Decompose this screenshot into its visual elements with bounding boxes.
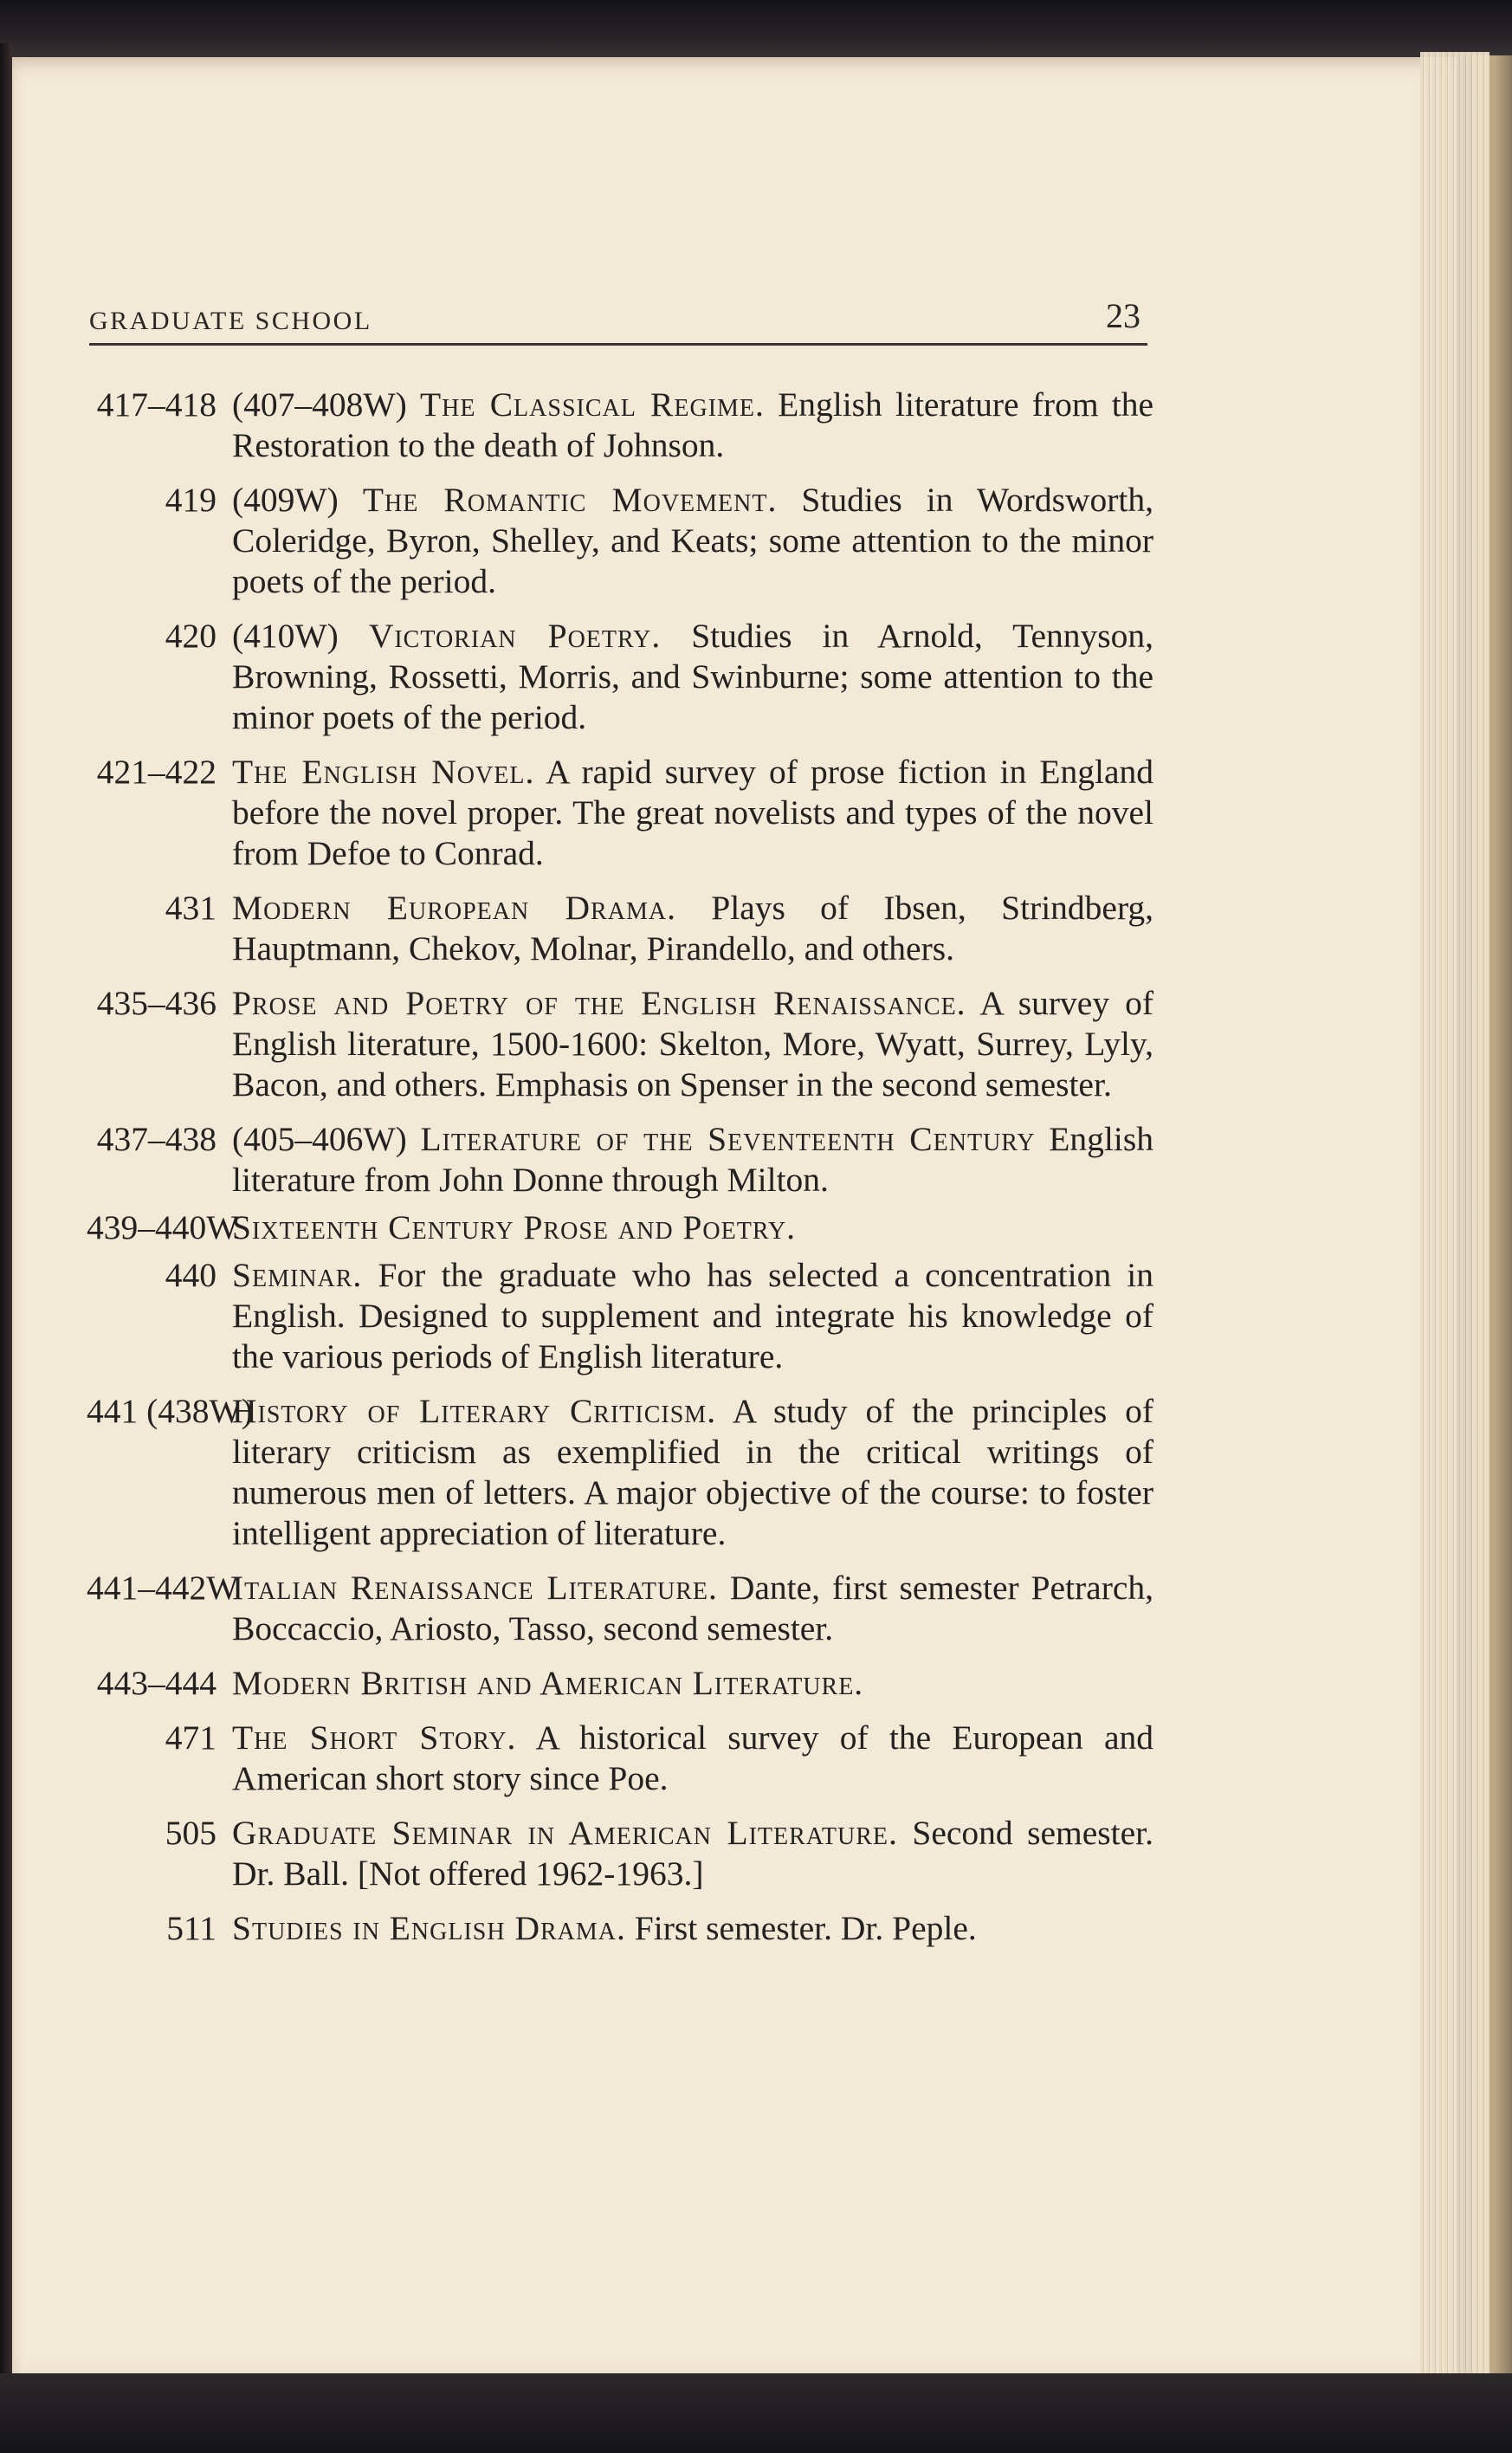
book-cover-top [0,0,1512,61]
course-body [232,1568,1153,1649]
section-title: GRADUATE SCHOOL [89,307,372,335]
course-title: History of Literary Criticism. [232,1392,717,1430]
course-title: The Romantic Movement. [362,481,778,519]
course-entry [87,1391,1153,1554]
course-body [232,1255,1153,1377]
course-title: The English Novel. [232,753,535,791]
course-body [232,1119,1153,1201]
course-body [232,1718,1153,1799]
running-header [89,288,1147,346]
course-description: Studies in Arnold, Tennyson, Browning, Rossetti, Morris, and Swinburne; some attention to the minor poets of the period. [232,617,1153,736]
course-body [232,888,1153,969]
course-number: 420 [165,617,216,655]
course-number: 443–444 [96,1664,216,1702]
course-description: Plays of Ibsen, Strindberg, Hauptmann, Chekov, Molnar, Pirandello, and others. [232,889,1154,968]
course-title: Modern European Drama. [232,889,676,927]
page-number: 23 [1106,296,1140,335]
course-body [232,1207,1153,1248]
course-title: Graduate Seminar in American Literature. [232,1814,898,1852]
course-entry [87,1718,1153,1799]
course-body [232,480,1153,602]
course-number: 505 [165,1814,216,1852]
course-description: First semester. Dr. Peple. [634,1909,977,1947]
course-number: 437–438 [96,1120,216,1158]
course-body [232,752,1153,874]
course-title: Literature of the Seventeenth Century [420,1120,1036,1158]
course-description: Studies in Wordsworth, Coleridge, Byron, Shelley, and Keats; some attention to the minor poets of the period. [232,481,1154,600]
course-title: The Classical Regime. [420,385,765,424]
course-entry [87,1119,1153,1201]
course-entry [87,1207,1153,1248]
course-number: 439–440W [87,1208,239,1246]
course-number: 431 [165,889,216,927]
course-body [232,1663,1153,1704]
course-number: 511 [166,1909,216,1947]
course-entry [87,1908,1153,1949]
course-entry [87,888,1153,969]
course-description: A survey of English literature, 1500-1600: Skelton, More, Wyatt, Surrey, Lyly, Bacon, and others. Emphasis on Spenser in the second semester. [232,984,1153,1104]
course-entry [87,752,1153,874]
course-title: Sixteenth Century Prose and Poetry. [232,1208,797,1246]
book-cover-bottom [0,2373,1512,2453]
course-description: A historical survey of the European and American short story since Poe. [232,1718,1153,1797]
course-number: 441 (438W) [87,1392,253,1430]
course-number: 419 [165,481,216,519]
course-entry [87,1813,1153,1894]
course-entry [87,983,1153,1105]
course-entry [87,480,1153,602]
course-body [232,983,1153,1105]
course-list [87,385,1153,1963]
course-description: English literature from the Restoration to the death of Johnson. [232,385,1153,464]
course-entry [87,1663,1153,1704]
page-edges [1420,52,1489,2382]
course-title: Seminar. [232,1256,363,1294]
course-alt-number: (407–408W) [232,385,407,424]
course-alt-number: (405–406W) [232,1120,407,1158]
course-body [232,1908,1153,1949]
course-number: 441–442W [87,1569,239,1607]
course-entry [87,1568,1153,1649]
course-description: Second semester. Dr. Ball. [Not offered 1962-1963.] [232,1814,1153,1893]
course-title: Victorian Poetry. [368,617,662,655]
course-description: A rapid survey of prose fiction in England before the novel proper. The great novelists and types of the novel from Defoe to Conrad. [232,753,1154,872]
course-description: Dante, first semester Petrarch, Boccaccio, Ariosto, Tasso, second semester. [232,1569,1154,1647]
course-number: 435–436 [96,984,216,1022]
course-body [232,385,1153,466]
course-description: A study of the principles of literary criticism as exemplified in the critical writings of numerous men of letters. A major objective of the course: to foster intelligent appreciation of literature. [232,1392,1153,1552]
course-number: 421–422 [96,753,216,791]
course-entry [87,385,1153,466]
course-entry [87,616,1153,738]
course-body [232,1813,1153,1894]
course-entry [87,1255,1153,1377]
course-body [232,1391,1153,1554]
book-cover-left [0,43,12,2382]
course-alt-number: (410W) [232,617,339,655]
course-title: Studies in English Drama. [232,1909,626,1947]
course-title: Italian Renaissance Literature. [232,1569,718,1607]
course-description: For the graduate who has selected a concentration in English. Designed to supplement and integrate his knowledge of the various periods of English literature. [232,1256,1153,1375]
course-title: Modern British and American Literature. [232,1664,864,1702]
course-number: 417–418 [96,385,216,424]
course-number: 440 [165,1256,216,1294]
course-title: The Short Story. [232,1718,517,1757]
course-number: 471 [165,1718,216,1757]
course-title: Prose and Poetry of the English Renaissance. [232,984,966,1022]
course-description: English literature from John Donne through Milton. [232,1120,1153,1199]
course-body [232,616,1153,738]
course-alt-number: (409W) [232,481,339,519]
